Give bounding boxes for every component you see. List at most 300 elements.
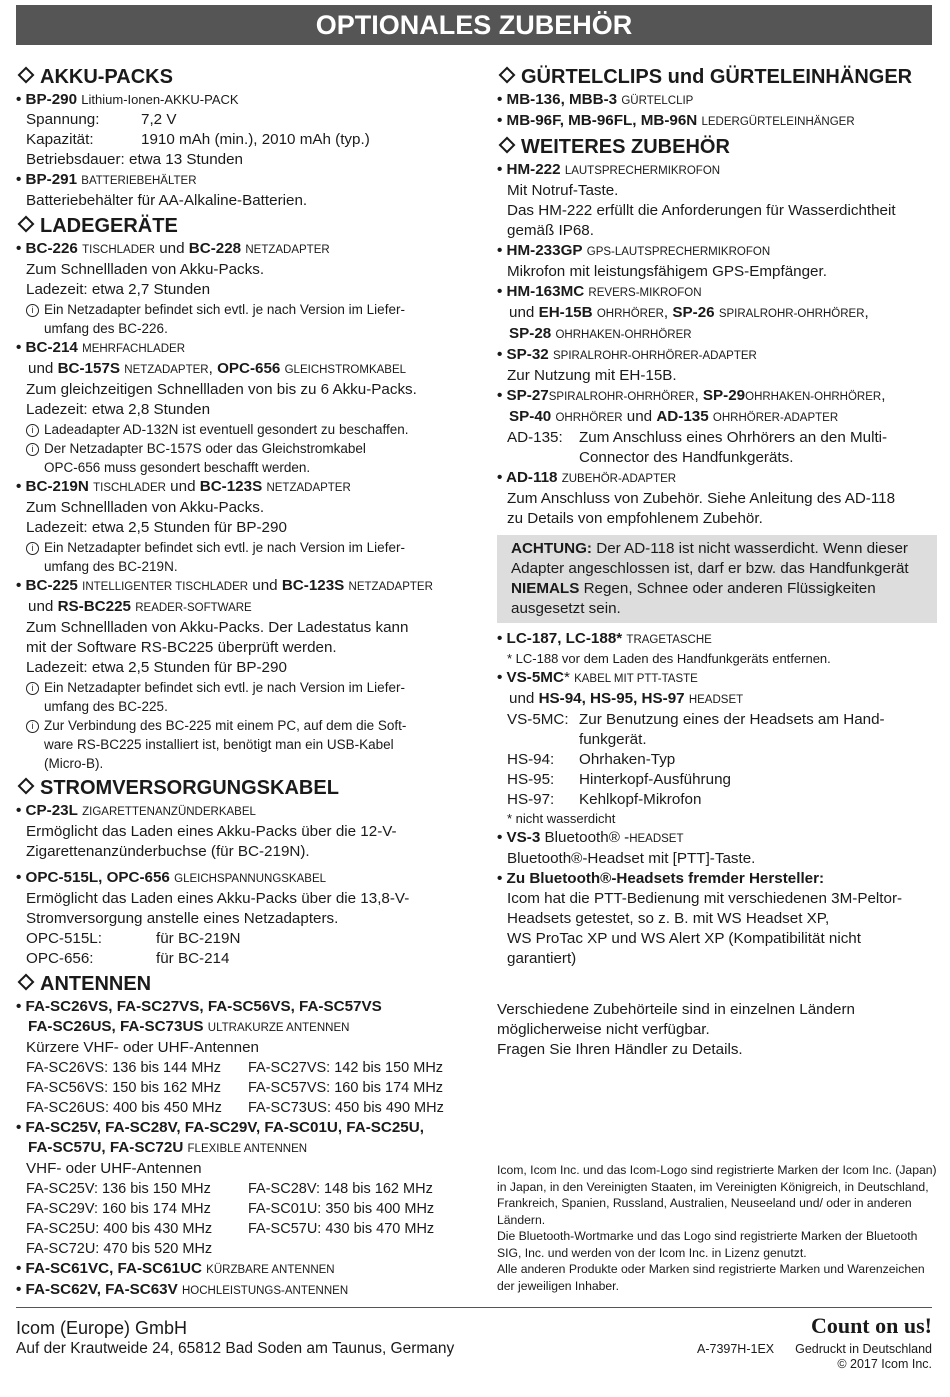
info-note	[16, 420, 476, 439]
text-segment: VHF- oder UHF-Antennen	[26, 1160, 202, 1177]
item-name: EH-15B	[538, 304, 593, 321]
company-name: Icom (Europe) GmbH	[16, 1318, 188, 1338]
frequency-row	[16, 1199, 476, 1219]
accessory-item	[16, 1259, 476, 1280]
item-description: ULTRAKURZE ANTENNEN	[207, 1022, 350, 1034]
warning-text	[511, 539, 923, 619]
frequency-range: FA-SC28V: 148 bis 162 MHz	[248, 1181, 433, 1197]
spec-row	[497, 710, 937, 730]
item-description: GLEICHSTROMKABEL	[284, 364, 407, 376]
text-segment: Zum Schnellladen von Akku-Packs.	[26, 499, 265, 516]
item-description: LEDERGÜRTELEINHÄNGER	[701, 116, 855, 128]
item-name: SP-29	[702, 387, 746, 404]
text-line	[16, 359, 476, 380]
item-name: BP-290	[25, 91, 78, 108]
accessory-item	[16, 997, 476, 1017]
text-line	[16, 518, 476, 538]
section-heading	[497, 134, 937, 160]
text-segment: *	[563, 669, 575, 686]
text-segment: * nicht wasserdicht	[507, 811, 616, 826]
spec-label: OPC-656:	[26, 950, 94, 967]
spec-row	[16, 110, 476, 130]
accessory-item	[16, 338, 476, 359]
text-segment: Icom hat die PTT-Bedienung mit verschiedenen 3M-Peltor-	[507, 890, 903, 907]
frequency-range: FA-SC26VS: 136 bis 144 MHz	[26, 1060, 222, 1076]
diamond-icon	[18, 974, 35, 991]
info-note	[16, 557, 476, 576]
info-note	[16, 439, 476, 458]
accessory-item	[497, 668, 937, 689]
item-name: RS-BC225	[57, 598, 131, 615]
text-segment: Der Netzadapter BC-157S oder das Gleichstromkabel	[44, 441, 366, 456]
item-description: HEADSET	[688, 694, 744, 706]
item-description: Lithium-Ionen-AKKU-PACK	[81, 92, 239, 107]
accessory-item	[497, 869, 937, 889]
frequency-row	[16, 1219, 476, 1239]
text-line	[16, 597, 476, 618]
text-segment: Ladeadapter AD-132N ist eventuell gesondert zu beschaffen.	[44, 422, 409, 437]
diamond-icon	[18, 778, 35, 795]
info-icon: i	[26, 304, 39, 317]
accessory-item	[16, 90, 476, 110]
text-line	[497, 324, 937, 345]
footnote	[497, 650, 937, 668]
item-description: ZIGARETTENANZÜNDERKABEL	[82, 806, 256, 818]
item-description: SPIRALROHR-OHRHÖRER	[548, 391, 695, 403]
item-name: AD-135	[656, 408, 709, 425]
text-segment: Bluetooth®-Headset mit [PTT]-Taste.	[507, 850, 756, 867]
item-description: INTELLIGENTER TISCHLADER	[82, 581, 249, 593]
text-line	[497, 889, 937, 909]
item-name: AKKU-PACKS	[40, 66, 173, 88]
spec-label: HS-95:	[507, 771, 555, 788]
frequency-range: FA-SC29V: 160 bis 174 MHz	[26, 1201, 211, 1217]
item-description: MEHRFACHLADER	[82, 343, 186, 355]
text-line	[497, 181, 937, 201]
item-name: BC-123S	[281, 577, 345, 594]
text-segment: Zur Nutzung mit EH-15B.	[507, 367, 677, 384]
item-description: FLEXIBLE ANTENNEN	[187, 1143, 308, 1155]
accessory-item	[497, 386, 937, 407]
spec-label: Spannung:	[26, 111, 100, 128]
text-segment: Ladezeit: etwa 2,8 Stunden	[26, 401, 211, 418]
diamond-icon	[18, 67, 35, 84]
text-line	[16, 380, 476, 400]
item-description: OHRHÖRER	[555, 412, 623, 424]
item-name: Zu Bluetooth®-Headsets fremder Hersteller:	[506, 870, 825, 887]
text-segment: Zum gleichzeitigen Schnellladen von bis zu 6 Akku-Packs.	[26, 381, 417, 398]
text-segment: WS ProTac XP und WS Alert XP (Kompatibilität nicht	[507, 930, 861, 947]
item-name: HM-233GP	[506, 242, 583, 259]
item-name: FA-SC25V, FA-SC28V, FA-SC29V, FA-SC01U, FA-SC25U,	[25, 1119, 424, 1136]
text-segment: Ein Netzadapter befindet sich evtl. je nach Version im Liefer-	[44, 302, 405, 317]
spec-value: Ohrhaken-Typ	[579, 751, 676, 768]
text-segment: Zum Schnellladen von Akku-Packs.	[26, 261, 265, 278]
frequency-range: FA-SC57VS: 160 bis 174 MHz	[248, 1080, 444, 1096]
accessory-item	[497, 241, 937, 262]
item-name: BC-157S	[57, 360, 121, 377]
text-segment: Mit Notruf-Taste.	[507, 182, 619, 199]
section-heading	[16, 213, 476, 239]
item-name: NIEMALS	[511, 580, 580, 597]
right-column	[497, 62, 937, 969]
item-name: ACHTUNG:	[511, 540, 592, 557]
text-segment: Ladezeit: etwa 2,5 Stunden für BP-290	[26, 659, 287, 676]
legal-paragraph: Die Bluetooth-Wortmarke und das Logo sind registrierte Marken der Bluetooth SIG, Inc. und werden von der Icom Inc. in Lizenz genutzt.	[497, 1229, 918, 1260]
spec-value: 1910 mAh (min.), 2010 mAh (typ.)	[141, 131, 370, 148]
text-segment: OPC-656 muss gesondert beschafft werden.	[44, 460, 311, 475]
availability-line: möglicherweise nicht verfügbar.	[497, 1021, 710, 1038]
item-description: ZUBEHÖR-ADAPTER	[561, 473, 677, 485]
text-segment: Zum Anschluss von Zubehör. Siehe Anleitung des AD-118	[507, 490, 896, 507]
spec-value: Zum Anschluss eines Ohrhörers an den Multi-	[579, 429, 888, 446]
accessory-item	[497, 629, 937, 650]
text-segment: und	[28, 360, 58, 377]
info-note	[16, 678, 476, 697]
text-segment: Kürzere VHF- oder UHF-Antennen	[26, 1039, 259, 1056]
info-icon: i	[26, 443, 39, 456]
copyright: © 2017 Icom Inc.	[837, 1357, 932, 1371]
item-name: BC-214	[25, 339, 78, 356]
printed-in: Gedruckt in Deutschland	[795, 1342, 932, 1356]
spec-label: AD-135:	[507, 429, 563, 446]
item-description: HEADSET	[629, 833, 684, 845]
text-line	[16, 618, 476, 638]
item-description: OHRHAKEN-OHRHÖRER	[555, 329, 692, 341]
text-segment: Regen, Schnee oder anderen Flüssigkeiten ausgesetzt sein.	[511, 580, 876, 617]
frequency-row	[16, 1179, 476, 1199]
text-segment: und	[165, 478, 200, 495]
item-name: SP-26	[672, 304, 715, 321]
accessory-item	[16, 801, 476, 822]
text-segment: und	[509, 304, 539, 321]
frequency-row	[16, 1078, 476, 1098]
text-line	[497, 303, 937, 324]
text-segment: mit der Software RS-BC225 überprüft werden.	[26, 639, 337, 656]
text-segment: Ein Netzadapter befindet sich evtl. je nach Version im Liefer-	[44, 680, 405, 695]
item-name: FA-SC61VC, FA-SC61UC	[25, 1260, 202, 1277]
text-segment: umfang des BC-219N.	[44, 559, 178, 574]
text-line	[16, 909, 476, 929]
text-segment: und	[622, 408, 657, 425]
accessory-item	[497, 90, 937, 111]
availability-line: Verschiedene Zubehörteile sind in einzelnen Ländern	[497, 1001, 856, 1018]
text-line	[16, 889, 476, 909]
text-segment: Betriebsdauer: etwa 13 Stunden	[26, 151, 243, 168]
item-description: HOCHLEISTUNGS-ANTENNEN	[182, 1285, 349, 1297]
text-line	[16, 1038, 476, 1058]
item-description: GPS-LAUTSPRECHERMIKROFON	[586, 246, 771, 258]
text-segment: Ermöglicht das Laden eines Akku-Packs über die 13,8-V-	[26, 890, 410, 907]
text-segment: ,	[208, 360, 218, 377]
accessory-item	[16, 477, 476, 498]
text-segment: (Micro-B).	[44, 756, 104, 771]
text-line	[16, 400, 476, 420]
text-line	[16, 658, 476, 678]
text-line	[16, 1017, 476, 1038]
text-segment: Der AD-118 ist nicht wasserdicht. Wenn dieser Adapter angeschlossen ist, darf er bzw. das Handfunkgerät	[511, 540, 909, 577]
item-name: OPC-515L, OPC-656	[25, 869, 170, 886]
item-name: VS-5MC	[506, 669, 564, 686]
item-description: OHRHÖRER	[596, 308, 664, 320]
accessory-item	[16, 868, 476, 889]
item-name: HM-222	[506, 161, 561, 178]
item-name: CP-23L	[25, 802, 78, 819]
item-name: ANTENNEN	[40, 973, 152, 995]
spec-row	[497, 428, 937, 448]
item-description: TISCHLADER	[93, 482, 166, 494]
spec-row	[16, 929, 476, 949]
item-name: SP-27	[506, 387, 549, 404]
item-description: TISCHLADER	[82, 244, 155, 256]
info-note	[16, 300, 476, 319]
text-segment: ,	[881, 387, 886, 404]
info-note	[16, 716, 476, 735]
text-line	[497, 949, 937, 969]
text-segment: zu Details von empfohlenem Zubehör.	[507, 510, 763, 527]
frequency-range: FA-SC56VS: 150 bis 162 MHz	[26, 1080, 222, 1096]
info-icon: i	[26, 720, 39, 733]
item-description: NETZADAPTER	[245, 244, 330, 256]
text-line	[16, 280, 476, 300]
section-heading	[16, 775, 476, 801]
spec-label: Kapazität:	[26, 131, 94, 148]
item-name: FA-SC62V, FA-SC63V	[25, 1281, 178, 1298]
diamond-icon	[499, 137, 516, 154]
item-name: SP-40	[509, 408, 552, 425]
text-line	[497, 262, 937, 282]
text-line	[16, 191, 476, 211]
spec-value: für BC-214	[156, 950, 230, 967]
page-title: OPTIONALES ZUBEHÖR	[16, 5, 932, 45]
text-segment: Ladezeit: etwa 2,7 Stunden	[26, 281, 211, 298]
text-line	[16, 150, 476, 170]
frequency-range: FA-SC25V: 136 bis 150 MHz	[26, 1181, 211, 1197]
text-segment: Ein Netzadapter befindet sich evtl. je nach Version im Liefer-	[44, 540, 405, 555]
spec-label: OPC-515L:	[26, 930, 102, 947]
text-segment: Mikrofon mit leistungsfähigem GPS-Empfänger.	[507, 263, 827, 280]
text-segment: Connector des Handfunkgeräts.	[579, 449, 794, 466]
text-line	[497, 929, 937, 949]
text-segment: und	[154, 240, 189, 257]
item-name: BP-291	[25, 171, 78, 188]
item-description: GLEICHSPANNUNGSKABEL	[174, 873, 327, 885]
text-segment: * LC-188 vor dem Laden des Handfunkgeräts entfernen.	[507, 651, 831, 666]
item-name: VS-3	[506, 829, 541, 846]
text-line	[497, 489, 937, 509]
legal-paragraph: Icom, Icom Inc. und das Icom-Logo sind registrierte Marken der Icom Inc. (Japan) in Japan, in den Vereinigten Staaten, im Vereinigten Königreich, in Deutschland, Frankreich, Spanien, Russland, Australien, Neuseeland und/ oder in anderen Ländern.	[497, 1163, 937, 1227]
item-name: FA-SC57U, FA-SC72U	[28, 1139, 184, 1156]
text-segment: Ermöglicht das Laden eines Akku-Packs über die 12-V-	[26, 823, 397, 840]
item-name: BC-225	[25, 577, 78, 594]
frequency-row	[16, 1239, 476, 1259]
spec-label: HS-94:	[507, 751, 555, 768]
item-description: NETZADAPTER	[266, 482, 351, 494]
text-line	[497, 730, 937, 750]
accessory-item	[497, 345, 937, 366]
item-description: NETZADAPTER	[124, 364, 209, 376]
item-description: OHRHAKEN-OHRHÖRER	[745, 391, 882, 403]
accessory-item	[497, 282, 937, 303]
text-line	[497, 448, 937, 468]
footer-divider	[16, 1307, 932, 1308]
item-description: REVERS-MIKROFON	[588, 287, 702, 299]
accessory-item	[16, 1118, 476, 1138]
accessory-item	[16, 170, 476, 191]
item-name: HS-94, HS-95, HS-97	[538, 690, 685, 707]
info-note	[16, 697, 476, 716]
warning-box	[497, 535, 937, 623]
info-icon: i	[26, 542, 39, 555]
info-note	[16, 538, 476, 557]
accessory-item	[497, 111, 937, 132]
frequency-range: FA-SC25U: 400 bis 430 MHz	[26, 1221, 213, 1237]
text-segment: und	[509, 690, 539, 707]
item-name: BC-219N	[25, 478, 89, 495]
accessory-item	[16, 239, 476, 260]
diamond-icon	[499, 67, 516, 84]
text-segment: Ladezeit: etwa 2,5 Stunden für BP-290	[26, 519, 287, 536]
item-name: SP-28	[509, 325, 552, 342]
text-segment: Zur Verbindung des BC-225 mit einem PC, auf dem die Soft-	[44, 718, 407, 733]
text-line	[497, 201, 937, 221]
item-description: KÜRZBARE ANTENNEN	[206, 1264, 335, 1276]
item-description: TRAGETASCHE	[626, 634, 712, 646]
spec-row	[16, 130, 476, 150]
spec-value: Hinterkopf-Ausführung	[579, 771, 731, 788]
text-segment: umfang des BC-225.	[44, 699, 168, 714]
item-name: HM-163MC	[506, 283, 585, 300]
text-segment: ware RS-BC225 installiert ist, benötigt man ein USB-Kabel	[44, 737, 394, 752]
accessory-item	[497, 828, 937, 849]
text-segment: und	[28, 598, 58, 615]
document-code: A-7397H-1EX	[697, 1342, 775, 1356]
availability-note	[497, 1000, 937, 1060]
text-segment: und	[248, 577, 282, 594]
item-name: LC-187, LC-188*	[506, 630, 623, 647]
section-heading	[497, 64, 937, 90]
spec-label: VS-5MC:	[507, 711, 569, 728]
text-line	[497, 509, 937, 529]
accessory-item	[16, 1280, 476, 1301]
text-line	[497, 909, 937, 929]
item-description: SPIRALROHR-OHRHÖRER-ADAPTER	[553, 350, 757, 362]
availability-line: Fragen Sie Ihren Händler zu Details.	[497, 1041, 743, 1058]
accessory-item	[497, 468, 937, 489]
spec-value: für BC-219N	[156, 930, 241, 947]
item-description: SPIRALROHR-OHRHÖRER	[718, 308, 865, 320]
text-segment: Stromversorgung anstelle eines Netzadapters.	[26, 910, 339, 927]
legal-paragraph: Alle anderen Produkte oder Marken sind registrierte Marken und Warenzeichen der jeweiligen Inhaber.	[497, 1262, 925, 1293]
text-segment: ,	[663, 304, 673, 321]
text-segment: Zum Schnellladen von Akku-Packs. Der Ladestatus kann	[26, 619, 409, 636]
slogan-logo: Count on us!	[810, 1313, 932, 1338]
text-line	[16, 260, 476, 280]
item-name: MB-96F, MB-96FL, MB-96N	[506, 112, 698, 129]
item-name: OPC-656	[217, 360, 281, 377]
text-segment: Bluetooth® -	[540, 829, 630, 846]
text-line	[497, 407, 937, 428]
accessory-item	[497, 160, 937, 181]
legal-notice	[497, 1162, 937, 1294]
info-note	[16, 754, 476, 773]
item-name: FA-SC26VS, FA-SC27VS, FA-SC56VS, FA-SC57VS	[25, 998, 382, 1015]
item-description: OHRHÖRER-ADAPTER	[712, 412, 839, 424]
footnote	[497, 810, 937, 828]
item-description: NETZADAPTER	[348, 581, 433, 593]
frequency-row	[16, 1058, 476, 1078]
item-name: MB-136, MBB-3	[506, 91, 618, 108]
text-segment: gemäß IP68.	[507, 222, 594, 239]
text-line	[497, 221, 937, 241]
item-name: BC-228	[188, 240, 242, 257]
spec-label: HS-97:	[507, 791, 555, 808]
text-segment: Zigarettenanzünderbuchse (für BC-219N).	[26, 843, 310, 860]
item-name: FA-SC26US, FA-SC73US	[28, 1018, 204, 1035]
spec-value: Zur Benutzung eines der Headsets am Hand-	[579, 711, 885, 728]
text-line	[497, 366, 937, 386]
item-description: KABEL MIT PTT-TASTE	[574, 673, 698, 685]
frequency-range: FA-SC26US: 400 bis 450 MHz	[26, 1100, 222, 1116]
text-line	[16, 1159, 476, 1179]
spec-row	[497, 790, 937, 810]
print-info	[795, 1342, 932, 1372]
info-note	[16, 319, 476, 338]
item-name: SP-32	[506, 346, 549, 363]
text-segment: ,	[864, 304, 869, 321]
item-name: LADEGERÄTE	[40, 215, 178, 237]
frequency-range: FA-SC57U: 430 bis 470 MHz	[248, 1221, 435, 1237]
text-line	[497, 689, 937, 710]
text-line	[16, 822, 476, 842]
text-segment: Headsets getestet, so z. B. mit WS Headset XP,	[507, 910, 830, 927]
frequency-range: FA-SC27VS: 142 bis 150 MHz	[248, 1060, 444, 1076]
text-line	[16, 638, 476, 658]
text-segment: Batteriebehälter für AA-Alkaline-Batterien.	[26, 192, 308, 209]
item-name: BC-226	[25, 240, 78, 257]
text-line	[497, 849, 937, 869]
frequency-row	[16, 1098, 476, 1118]
text-segment: ,	[694, 387, 703, 404]
frequency-range: FA-SC72U: 470 bis 520 MHz	[26, 1241, 213, 1257]
text-segment: garantiert)	[507, 950, 577, 967]
item-description: LAUTSPRECHERMIKROFON	[564, 165, 721, 177]
text-segment: Das HM-222 erfüllt die Anforderungen für Wasserdichtheit	[507, 202, 896, 219]
text-line	[16, 1138, 476, 1159]
item-name: STROMVERSORGUNGSKABEL	[40, 777, 339, 799]
text-line	[16, 498, 476, 518]
info-note	[16, 735, 476, 754]
spec-row	[497, 750, 937, 770]
spec-value: Kehlkopf-Mikrofon	[579, 791, 702, 808]
item-name: AD-118	[505, 469, 558, 486]
item-description: GÜRTELCLIP	[621, 95, 694, 107]
section-heading	[16, 971, 476, 997]
item-name: WEITERES ZUBEHÖR	[521, 136, 730, 158]
section-heading	[16, 64, 476, 90]
info-note	[16, 458, 476, 477]
item-name: BC-123S	[199, 478, 263, 495]
item-description: READER-SOFTWARE	[135, 602, 252, 614]
spec-row	[16, 949, 476, 969]
company-address: Auf der Krautweide 24, 65812 Bad Soden am Taunus, Germany	[16, 1340, 455, 1357]
accessory-item	[16, 576, 476, 597]
diamond-icon	[18, 216, 35, 233]
text-line	[16, 842, 476, 862]
item-name: GÜRTELCLIPS und GÜRTELEINHÄNGER	[521, 66, 913, 88]
info-icon: i	[26, 424, 39, 437]
spec-row	[497, 770, 937, 790]
